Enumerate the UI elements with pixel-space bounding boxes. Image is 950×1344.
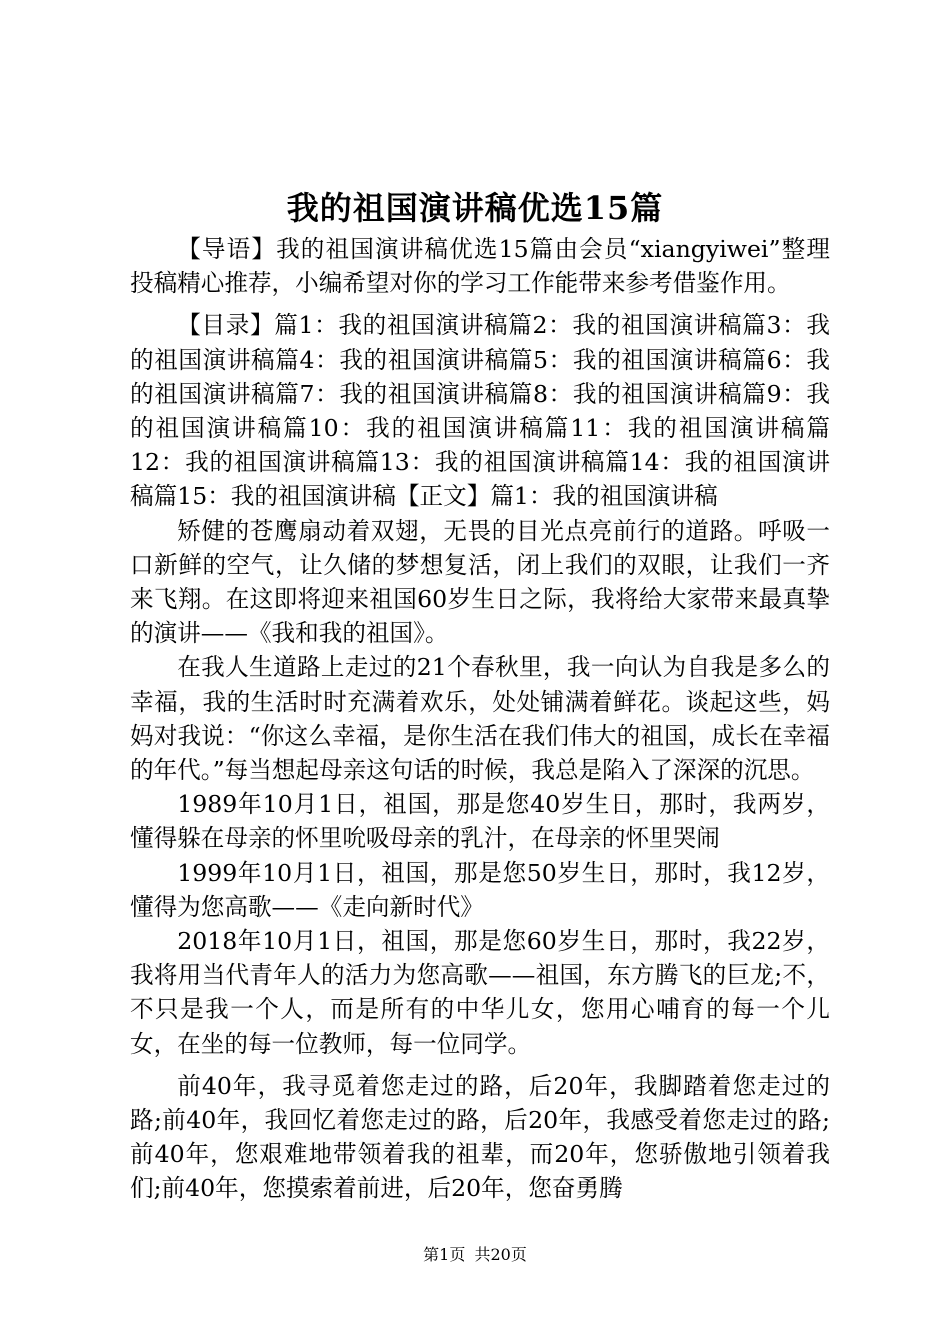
- paragraph-intro: 【导语】我的祖国演讲稿优选15篇由会员“xiangyiwei”整理投稿精心推荐，小编希望对你的学习工作能带来参考借鉴作用。: [130, 235, 830, 298]
- page-footer: [0, 1244, 950, 1266]
- document-body: [130, 232, 830, 1206]
- page-number: 第1页: [423, 1245, 466, 1264]
- paragraph-body-4: 1999年10月1日，祖国，那是您50岁生日，那时，我12岁，懂得为您高歌——《走向新时代》: [130, 858, 830, 921]
- page-total: 共20页: [474, 1245, 527, 1264]
- paragraph-body-6: 前40年，我寻觅着您走过的路，后20年，我脚踏着您走过的路;前40年，我回忆着您走过的路，后20年，我感受着您走过的路;前40年，您艰难地带领着我的祖辈，而20年，您骄傲地引领着我们;前40年，您摸索着前进，后20年，您奋勇腾: [130, 1071, 830, 1203]
- document-title: 我的祖国演讲稿优选15篇: [286, 189, 664, 227]
- paragraph-body-5: 2018年10月1日，祖国，那是您60岁生日，那时，我22岁，我将用当代青年人的活力为您高歌——祖国，东方腾飞的巨龙;不，不只是我一个人，而是所有的中华儿女，您用心哺育的每一个儿女，在坐的每一位教师，每一位同学。: [130, 927, 830, 1058]
- paragraph-body-3: 1989年10月1日，祖国，那是您40岁生日，那时，我两岁，懂得躲在母亲的怀里吮吸母亲的乳汁，在母亲的怀里哭闹: [130, 790, 830, 853]
- paragraph-body-1: 矫健的苍鹰扇动着双翅，无畏的目光点亮前行的道路。呼吸一口新鲜的空气，让久储的梦想复活，闭上我们的双眼，让我们一齐来飞翔。在这即将迎来祖国60岁生日之际，我将给大家带来最真挚的演讲——《我和我的祖国》。: [130, 516, 830, 648]
- paragraph-toc: 【目录】篇1：我的祖国演讲稿篇2：我的祖国演讲稿篇3：我的祖国演讲稿篇4：我的祖国演讲稿篇5：我的祖国演讲稿篇6：我的祖国演讲稿篇7：我的祖国演讲稿篇8：我的祖国演讲稿篇9：我的祖国演讲稿篇10：我的祖国演讲稿篇11：我的祖国演讲稿篇12：我的祖国演讲稿篇13：我的祖国演讲稿篇14：我的祖国演讲稿篇15：我的祖国演讲稿【正文】篇1：我的祖国演讲稿: [130, 311, 830, 511]
- paragraph-body-2: 在我人生道路上走过的21个春秋里，我一向认为自我是多么的幸福，我的生活时时充满着欢乐，处处铺满着鲜花。谈起这些，妈妈对我说：“你这么幸福，是你生活在我们伟大的祖国，成长在幸福的年代。”每当想起母亲这句话的时候，我总是陷入了深深的沉思。: [130, 653, 830, 785]
